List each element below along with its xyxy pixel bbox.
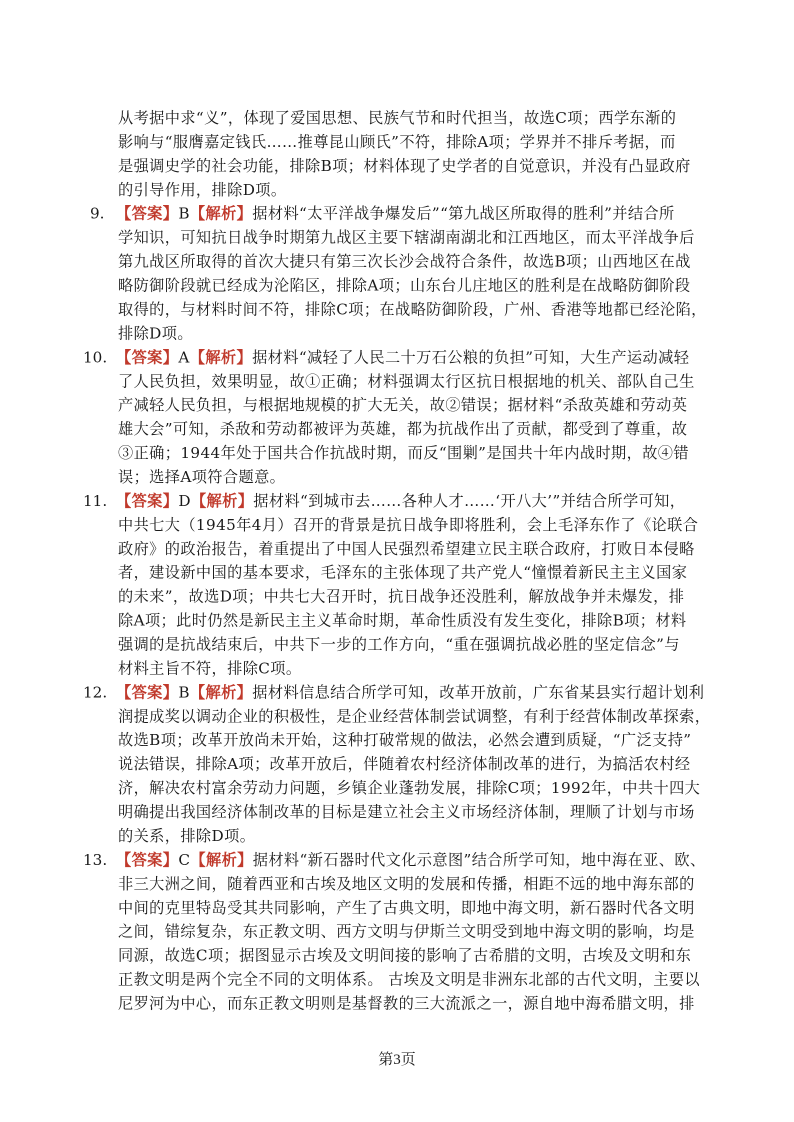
answer-letter: D (178, 491, 191, 510)
item-first-line (116, 850, 706, 870)
item-number: 13. (83, 850, 108, 869)
analysis-text: 据材料“减轻了人民二十万石公粮的负担”可知，大生产运动减轻 (252, 348, 690, 367)
text-line: 排除D项。 (118, 324, 193, 343)
text-line: 者，建设新中国的基本要求，毛泽东的主张体现了共产党人“憧憬着新民主主义国家 (118, 563, 688, 582)
analysis-text: 据材料“新石器时代文化示意图”结合所学可知，地中海在亚、欧、 (252, 850, 706, 869)
text-line: 影响与“服膺嘉定钱氏……推尊昆山顾氏”不符，排除A项；学界并不排斥考据，而 (118, 132, 676, 151)
page-number: 第3页 (378, 1052, 416, 1068)
answer-letter: B (178, 204, 190, 223)
text-line: 材料主旨不符，排除C项。 (118, 659, 302, 678)
text-line: 润提成奖以调动企业的积极性，是企业经营体制尝试调整，有利于经营体制改革探索， (118, 707, 711, 726)
text-line: 故选B项；改革开放尚未开始，这种打破常规的做法，必然会遭到质疑，“广泛支持” (118, 731, 692, 750)
analysis-text: 据材料信息结合所学可知，改革开放前，广东省某县实行超计划利 (252, 683, 705, 702)
item-first-line (116, 204, 675, 224)
analysis-tag: 【解析】 (190, 850, 253, 869)
item-first-line (116, 491, 685, 511)
text-line: 中共七大（1945年4月）召开的背景是抗日战争即将胜利，会上毛泽东作了《论联合 (118, 515, 699, 534)
text-line: 了人民负担，效果明显，故①正确；材料强调太行区抗日根据地的机关、部队自己生 (118, 372, 695, 391)
answer-tag: 【答案】 (116, 491, 179, 510)
answer-tag: 【答案】 (116, 850, 179, 869)
text-line: 是强调史学的社会功能，排除B项；材料体现了史学者的自觉意识，并没有凸显政府 (118, 156, 691, 175)
text-line: 从考据中求“义”，体现了爱国思想、民族气节和时代担当，故选C项；西学东渐的 (118, 109, 677, 127)
text-line: 学知识，可知抗日战争时期第九战区主要下辖湖南湖北和江西地区，而太平洋战争后 (118, 228, 695, 247)
text-line: 明确提出我国经济体制改革的目标是建立社会主义市场经济体制，理顺了计划与市场 (118, 803, 695, 822)
text-line: 非三大洲之间，随着西亚和古埃及地区文明的发展和传播，相距不远的地中海东部的 (118, 874, 695, 893)
answer-letter: A (178, 348, 190, 367)
item-number: 11. (83, 491, 108, 510)
analysis-tag: 【解析】 (189, 683, 253, 702)
text-line: 的未来”，故选D项；中共七大召开时，抗日战争还没胜利，解放战争并未爆发，排 (118, 587, 685, 606)
analysis-text: 据材料“到城市去……各种人才……‘开八大’”并结合所学可知， (253, 491, 686, 510)
text-line: 误；选择A项符合题意。 (118, 467, 286, 486)
text-line: 同源，故选C项；据图显示古埃及文明间接的影响了古希腊的文明，古埃及文明和东 (118, 946, 692, 965)
text-line: 第九战区所取得的首次大捷只有第三次长沙会战符合条件，故选B项；山西地区在战 (118, 252, 691, 271)
text-line: 之间，错综复杂，东正教文明、西方文明与伊斯兰文明受到地中海文明的影响，均是 (118, 922, 695, 941)
answer-tag: 【答案】 (116, 204, 179, 223)
text-line: 强调的是抗战结束后，中共下一步的工作方向，“重在强调抗战必胜的坚定信念”与 (118, 635, 680, 654)
text-line: 略防御阶段就已经成为沦陷区，排除A项；山东台儿庄地区的胜利是在战略防御阶段 (118, 276, 691, 295)
analysis-text: 据材料“太平洋战争爆发后”“第九战区所取得的胜利”并结合所 (252, 204, 675, 223)
analysis-tag: 【解析】 (189, 204, 253, 223)
analysis-tag: 【解析】 (190, 491, 254, 510)
text-line: 产减轻人民负担，与根据地规模的扩大无关，故②错误；据材料“杀敌英雄和劳动英 (118, 396, 688, 415)
text-line: 政府》的政治报告，着重提出了中国人民强烈希望建立民主联合政府，打败日本侵略 (118, 539, 695, 558)
item-first-line (116, 682, 704, 702)
text-line: 正教文明是两个完全不同的文明体系。 古埃及文明是非洲东北部的古代文明，主要以 (118, 970, 700, 989)
answer-tag: 【答案】 (116, 348, 179, 367)
answer-tag: 【答案】 (116, 683, 179, 702)
analysis-tag: 【解析】 (189, 348, 253, 367)
text-line: 的关系，排除D项。 (118, 826, 256, 845)
item-number: 9. (90, 204, 105, 223)
text-line: ③正确；1944年处于国共合作抗战时期，而反“围剿”是国共十年内战时期，故④错 (118, 444, 689, 463)
text-line: 的引导作用，排除D项。 (118, 180, 287, 199)
answer-letter: C (178, 850, 191, 869)
text-line: 尼罗河为中心，而东正教文明则是基督教的三大流派之一，源自地中海希腊文明，排 (118, 994, 695, 1013)
item-number: 12. (83, 683, 108, 702)
answer-letter: B (178, 683, 190, 702)
item-first-line (116, 347, 689, 367)
text-line: 济，解决农村富余劳动力问题，乡镇企业蓬勃发展，排除C项；1992年，中共十四大 (118, 779, 701, 798)
text-line: 雄大会”可知，杀敌和劳动都被评为英雄，都为抗战作出了贡献，都受到了尊重，故 (118, 420, 688, 439)
text-line: 说法错误，排除A项；改革开放后，伴随着农村经济体制改革的进行，为搞活农村经 (118, 755, 691, 774)
item-number: 10. (83, 348, 108, 367)
text-line: 除A项；此时仍然是新民主主义革命时期，革命性质没有发生变化，排除B项；材料 (118, 611, 687, 630)
text-line: 中间的克里特岛受其共同影响，产生了古典文明，即地中海文明，新石器时代各文明 (118, 898, 695, 917)
text-line: 取得的，与材料时间不符，排除C项；在战略防御阶段，广州、香港等地都已经沦陷， (118, 300, 707, 319)
